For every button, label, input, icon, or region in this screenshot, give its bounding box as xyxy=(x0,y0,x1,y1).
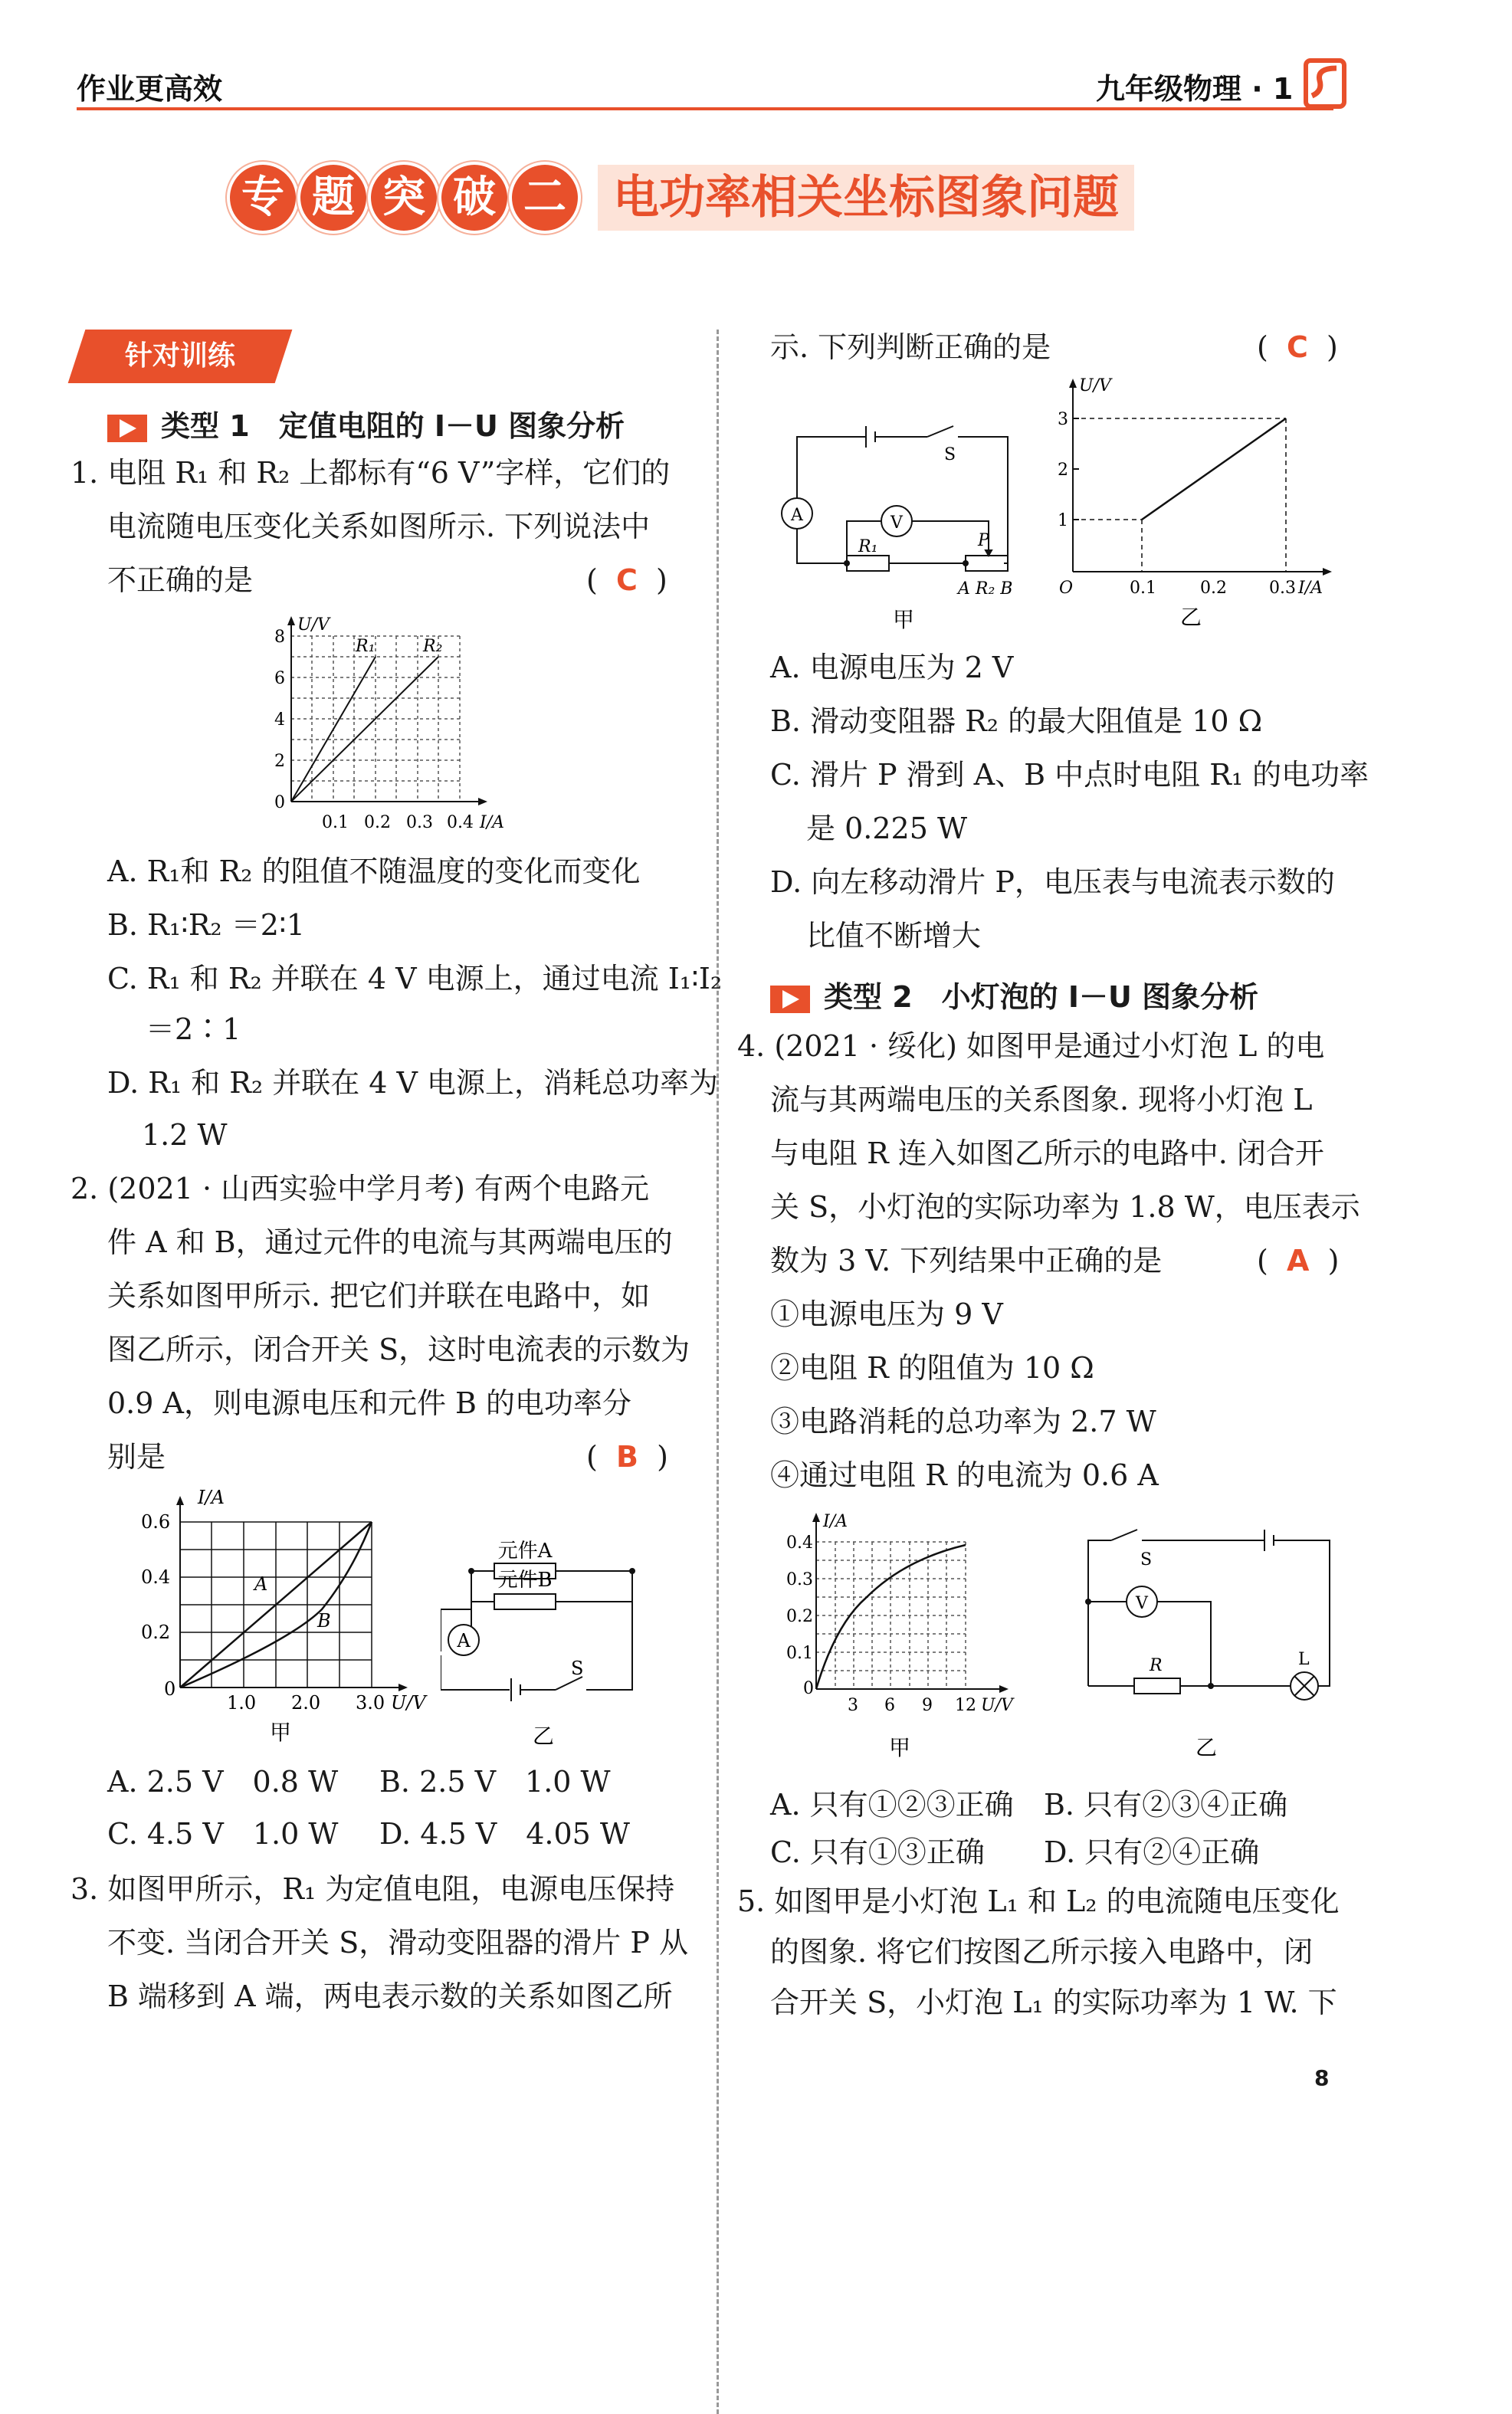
svg-text:1.0: 1.0 xyxy=(227,1692,257,1714)
q1-answer: ( C ) xyxy=(586,563,667,597)
svg-text:R₂: R₂ xyxy=(423,637,443,656)
svg-text:A R₂ B: A R₂ B xyxy=(958,579,1013,599)
q4-item: ①电源电压为 9 V xyxy=(770,1297,1003,1331)
title-circle: 题 xyxy=(300,165,366,231)
svg-text:I/A: I/A xyxy=(1298,579,1323,598)
q2-line: 图乙所示，闭合开关 S，这时电流表的示数为 xyxy=(107,1333,690,1366)
type2-heading: 类型 2 小灯泡的 I－U 图象分析 xyxy=(770,973,1258,1015)
q2-option: A. 2.5 V 0.8 W xyxy=(107,1765,339,1799)
q4-item: ②电阻 R 的阻值为 10 Ω xyxy=(770,1351,1094,1385)
svg-text:6: 6 xyxy=(274,669,285,688)
ammeter-icon xyxy=(441,1617,487,1663)
q3-option: 是 0.225 W xyxy=(806,812,968,845)
q2-line: 件 A 和 B，通过元件的电流与其两端电压的 xyxy=(107,1225,673,1259)
q4-option: D. 只有②④正确 xyxy=(1044,1835,1260,1869)
q5-line: 合开关 S，小灯泡 L₁ 的实际功率为 1 W. 下 xyxy=(770,1986,1337,2019)
svg-text:0.1: 0.1 xyxy=(786,1644,813,1663)
type1-heading: 类型 1 定值电阻的 I－U 图象分析 xyxy=(107,402,625,444)
svg-text:乙: 乙 xyxy=(1180,605,1202,630)
q2-option: D. 4.5 V 4.05 W xyxy=(379,1817,630,1851)
title-circle: 破 xyxy=(441,165,507,231)
column-divider xyxy=(717,330,719,2414)
svg-text:B: B xyxy=(317,1610,331,1632)
q5-line: 5. 如图甲是小灯泡 L₁ 和 L₂ 的电流随电压变化 xyxy=(737,1884,1340,1918)
q2-option: C. 4.5 V 1.0 W xyxy=(107,1817,339,1851)
svg-text:S: S xyxy=(1140,1550,1153,1569)
svg-text:0.1: 0.1 xyxy=(322,813,349,832)
svg-text:0.3: 0.3 xyxy=(1269,579,1296,598)
svg-text:R₁: R₁ xyxy=(356,637,376,656)
svg-text:0.2: 0.2 xyxy=(1200,579,1227,598)
svg-text:4: 4 xyxy=(274,710,285,730)
svg-text:I/A: I/A xyxy=(480,813,504,832)
svg-text:8: 8 xyxy=(274,628,285,647)
play-icon xyxy=(770,986,810,1013)
svg-text:乙: 乙 xyxy=(533,1724,555,1749)
svg-text:甲: 甲 xyxy=(893,607,915,632)
q2-line: 0.9 A，则电源电压和元件 B 的电功率分 xyxy=(107,1386,632,1420)
svg-text:V: V xyxy=(890,513,903,533)
q4-line: 关 S，小灯泡的实际功率为 1.8 W，电压表示 xyxy=(770,1190,1360,1224)
q4-line: 与电阻 R 连入如图乙所示的电路中. 闭合开 xyxy=(770,1136,1324,1170)
q2-line: 2. (2021 · 山西实验中学月考) 有两个电路元 xyxy=(71,1172,650,1205)
svg-text:S: S xyxy=(571,1658,584,1679)
svg-text:0.1: 0.1 xyxy=(1130,579,1156,598)
header-right: 九年级物理 · 1 xyxy=(1096,72,1294,106)
q3-option: D. 向左移动滑片 P，电压表与电流表示数的 xyxy=(770,865,1335,899)
q2-line: 别是 xyxy=(107,1440,166,1474)
q4-option: B. 只有②③④正确 xyxy=(1044,1788,1288,1822)
q2-answer: ( B ) xyxy=(586,1440,668,1474)
svg-text:元件A: 元件A xyxy=(497,1540,553,1563)
svg-text:3.0: 3.0 xyxy=(356,1692,385,1714)
q4-circuit xyxy=(1073,1517,1349,1770)
q4-chart xyxy=(774,1510,1035,1770)
q3-answer: ( C ) xyxy=(1257,330,1338,364)
play-icon xyxy=(107,415,147,442)
q1-line: 1. 电阻 R₁ 和 R₂ 上都标有“6 V”字样，它们的 xyxy=(71,456,671,490)
svg-text:0.3: 0.3 xyxy=(786,1570,813,1589)
q3-chart xyxy=(1050,376,1349,636)
svg-text:甲: 甲 xyxy=(889,1735,911,1760)
page-number: 8 xyxy=(1314,2065,1330,2091)
svg-text:0.2: 0.2 xyxy=(364,813,391,832)
svg-text:0.6: 0.6 xyxy=(141,1511,171,1533)
svg-text:S: S xyxy=(944,445,956,464)
svg-text:3: 3 xyxy=(848,1696,858,1715)
header-left: 作业更高效 xyxy=(77,72,223,106)
title-text: 电功率相关坐标图象问题 xyxy=(598,165,1134,231)
svg-text:U/V: U/V xyxy=(297,615,330,635)
svg-text:2.0: 2.0 xyxy=(291,1692,321,1714)
svg-text:U/V: U/V xyxy=(391,1692,426,1714)
svg-text:甲: 甲 xyxy=(270,1720,292,1745)
svg-text:3: 3 xyxy=(1058,410,1068,429)
svg-text:A: A xyxy=(457,1630,471,1651)
svg-text:2: 2 xyxy=(1058,461,1068,480)
q4-line: 数为 3 V. 下列结果中正确的是 xyxy=(770,1244,1163,1278)
q1-option: B. R₁∶R₂ ＝2∶1 xyxy=(107,908,305,942)
q1-chart xyxy=(261,613,521,843)
title-circle: 专 xyxy=(230,165,296,231)
q2-chart xyxy=(138,1487,444,1747)
title-circle: 突 xyxy=(371,165,437,231)
svg-text:U/V: U/V xyxy=(1079,376,1111,395)
q2-line: 关系如图甲所示. 把它们并联在电路中，如 xyxy=(107,1279,651,1313)
q4-item: ③电路消耗的总功率为 2.7 W xyxy=(770,1405,1156,1438)
svg-text:R₁: R₁ xyxy=(858,537,878,556)
svg-text:0: 0 xyxy=(164,1678,176,1700)
svg-text:P: P xyxy=(978,531,989,550)
q1-option: ＝2∶1 xyxy=(146,1012,241,1046)
svg-text:0.2: 0.2 xyxy=(141,1622,171,1643)
svg-text:A: A xyxy=(791,506,803,525)
logo-icon xyxy=(1303,57,1349,111)
svg-text:U/V: U/V xyxy=(981,1696,1013,1715)
svg-text:0.4: 0.4 xyxy=(786,1533,813,1553)
q4-option: A. 只有①②③正确 xyxy=(770,1788,1014,1822)
svg-text:乙: 乙 xyxy=(1195,1735,1218,1760)
q3-line: 3. 如图甲所示，R₁ 为定值电阻，电源电压保持 xyxy=(71,1872,675,1906)
title-circle: 二 xyxy=(512,165,578,231)
svg-text:I/A: I/A xyxy=(823,1512,848,1531)
header-rule xyxy=(77,107,1333,110)
q3-option: 比值不断增大 xyxy=(806,919,982,953)
q3-line: B 端移到 A 端，两电表示数的关系如图乙所 xyxy=(107,1979,673,2013)
q4-line: 4. (2021 · 绥化) 如图甲是通过小灯泡 L 的电 xyxy=(737,1029,1325,1063)
svg-text:1: 1 xyxy=(1058,511,1068,530)
svg-text:元件B: 元件B xyxy=(497,1569,553,1592)
svg-text:L: L xyxy=(1298,1650,1310,1669)
q2-option: B. 2.5 V 1.0 W xyxy=(379,1765,611,1799)
q3-circuit xyxy=(774,414,1035,636)
svg-text:I/A: I/A xyxy=(198,1487,225,1508)
q4-item: ④通过电阻 R 的电流为 0.6 A xyxy=(770,1458,1159,1492)
svg-text:V: V xyxy=(1136,1594,1148,1613)
svg-text:0.2: 0.2 xyxy=(786,1607,813,1626)
svg-text:0: 0 xyxy=(274,793,285,812)
q3-option: A. 电源电压为 2 V xyxy=(770,651,1014,684)
svg-text:2: 2 xyxy=(274,752,285,771)
q1-line: 不正确的是 xyxy=(107,563,254,597)
svg-text:A: A xyxy=(254,1573,268,1595)
svg-text:0: 0 xyxy=(803,1679,814,1698)
svg-text:6: 6 xyxy=(884,1696,895,1715)
svg-text:R: R xyxy=(1150,1656,1163,1675)
q1-option: 1.2 W xyxy=(142,1118,228,1152)
training-tag: 针对训练 xyxy=(68,330,293,383)
svg-text:0.4: 0.4 xyxy=(141,1566,171,1588)
svg-text:9: 9 xyxy=(922,1696,933,1715)
q1-line: 电流随电压变化关系如图所示. 下列说法中 xyxy=(107,510,651,543)
q3-line: 示. 下列判断正确的是 xyxy=(770,330,1051,364)
svg-text:12: 12 xyxy=(955,1696,976,1715)
q4-answer: ( A ) xyxy=(1257,1244,1340,1278)
q1-option: D. R₁ 和 R₂ 并联在 4 V 电源上，消耗总功率为 xyxy=(107,1066,719,1100)
svg-text:O: O xyxy=(1059,579,1074,598)
q4-line: 流与其两端电压的关系图象. 现将小灯泡 L xyxy=(770,1083,1313,1117)
q5-line: 的图象. 将它们按图乙所示接入电路中，闭 xyxy=(770,1935,1314,1969)
svg-text:0.3: 0.3 xyxy=(406,813,433,832)
q3-line: 不变. 当闭合开关 S，滑动变阻器的滑片 P 从 xyxy=(107,1926,688,1960)
q4-option: C. 只有①③正确 xyxy=(770,1835,985,1869)
svg-text:0.4: 0.4 xyxy=(447,813,474,832)
q1-option: C. R₁ 和 R₂ 并联在 4 V 电源上，通过电流 I₁∶I₂ xyxy=(107,962,723,995)
q3-option: B. 滑动变阻器 R₂ 的最大阻值是 10 Ω xyxy=(770,704,1263,738)
q1-option: A. R₁和 R₂ 的阻值不随温度的变化而变化 xyxy=(107,854,641,888)
q3-option: C. 滑片 P 滑到 A、B 中点时电阻 R₁ 的电功率 xyxy=(770,758,1369,792)
